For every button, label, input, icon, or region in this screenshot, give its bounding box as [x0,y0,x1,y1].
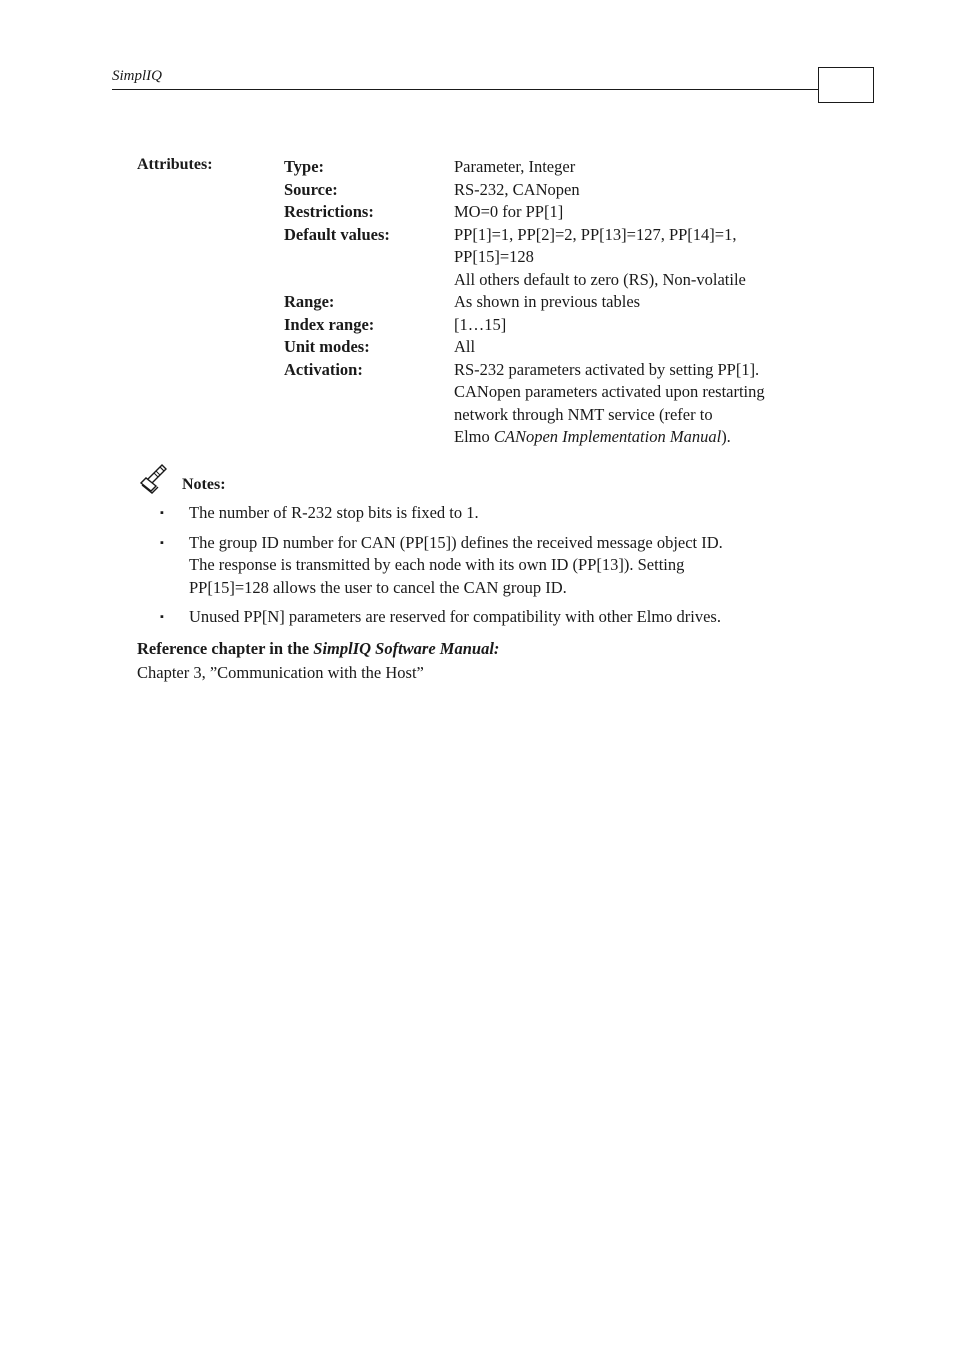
attribute-value-line: [1…15] [454,314,507,334]
notes-header [138,463,226,495]
attribute-value-line: Parameter, Integer [454,157,576,176]
note-line: Unused PP[N] parameters are reserved for compatibility with other Elmo drives. [189,607,721,626]
attribute-row [284,179,844,202]
note-item [160,532,840,600]
note-item [160,502,840,525]
attribute-value [454,224,844,292]
attribute-key: Default values: [284,224,390,244]
attribute-key: Restrictions: [284,202,374,221]
attribute-value [454,314,844,337]
attribute-row [284,359,844,449]
attribute-value [454,156,844,179]
header-title: SimplIQ [112,68,162,84]
attribute-value [454,336,844,359]
attribute-value-line: RS-232 parameters activated by setting PP[1]. [454,359,760,379]
activation-reference-line [454,426,844,449]
attribute-value-line: MO=0 for PP[1] [454,202,564,221]
attributes-label: Attributes: [137,156,213,173]
attribute-row [284,291,844,314]
attribute-row [284,314,844,337]
attribute-value-line: PP[15]=128 [454,247,534,266]
reference-brand: SimplIQ [313,639,372,658]
activation-prefix: Elmo [454,427,494,446]
attribute-value [454,359,844,449]
note-item [160,606,840,629]
attribute-value-line: PP[1]=1, PP[2]=2, PP[13]=127, PP[14]=1, [454,224,737,244]
attribute-key: Range: [284,292,335,311]
attribute-row [284,336,844,359]
attribute-row [284,156,844,179]
bullet-icon: ▪ [160,507,164,519]
attribute-value-line: network through NMT service (refer to [454,404,713,424]
header-rule [112,89,819,90]
bullet-icon: ▪ [160,611,164,623]
note-pencil-icon [138,463,170,495]
bullet-icon: ▪ [160,536,164,549]
attribute-key: Source: [284,179,338,199]
attribute-value [454,179,844,202]
attribute-value [454,291,844,314]
attribute-key: Activation: [284,359,363,379]
attribute-key: Index range: [284,314,375,334]
attribute-key: Type: [284,157,325,176]
attribute-row [284,224,844,292]
notes-label: Notes: [182,476,226,493]
attribute-value-line: CANopen parameters activated upon restarting [454,382,765,401]
activation-manual-title: CANopen Implementation Manual [493,427,722,446]
attribute-value-line: As shown in previous tables [454,292,641,311]
reference-chapter: Chapter 3, ”Communication with the Host” [137,663,424,682]
attribute-value [454,201,844,224]
reference-prefix: Reference chapter in the [137,639,314,658]
attribute-key: Unit modes: [284,337,370,356]
attribute-row [284,201,844,224]
note-line: The number of R-232 stop bits is fixed to 1. [189,503,479,522]
attribute-value-line: RS-232, CANopen [454,179,580,199]
note-line: PP[15]=128 allows the user to cancel the CAN group ID. [189,577,567,597]
note-line: The response is transmitted by each node with its own ID (PP[13]). Setting [189,555,685,574]
page-number-box [818,67,874,103]
reference-title [137,639,499,659]
note-line: The group ID number for CAN (PP[15]) defines the received message object ID. [189,532,723,552]
activation-suffix: ). [721,427,731,446]
attribute-value-line: All others default to zero (RS), Non-volatile [454,269,746,289]
attributes-table [284,156,844,449]
attribute-value-line: All [454,337,476,356]
notes-list [160,502,840,636]
reference-manual: Software Manual: [371,639,500,658]
